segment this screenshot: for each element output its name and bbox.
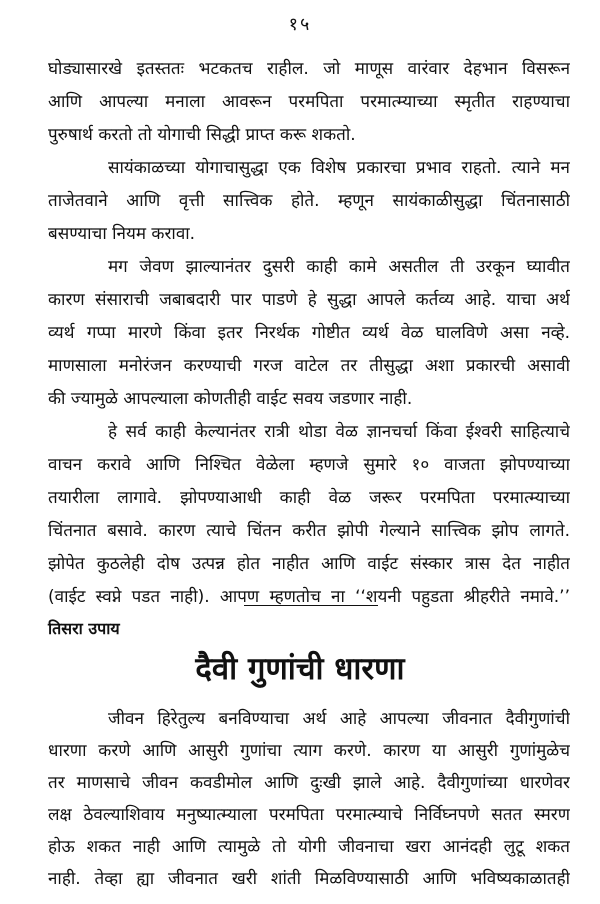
text-line: चिंतनात बसावे. कारण त्याचे चिंतन करीत झोपी गेल्याने सात्त्विक झोप लागते. (48, 521, 570, 541)
text-line: व्यर्थ गप्पा मारणे किंवा इतर निरर्थक गोष्टीत व्यर्थ वेळ घालविणे असा नव्हे. (48, 323, 570, 343)
text-line: तर माणसाचे जीवन कवडीमोल आणि दुःखी झाले आहे. दैवीगुणांच्या धारणेवर (48, 773, 570, 793)
text-line: नाही. तेव्हा ह्या जीवनात खरी शांती मिळविण्यासाठी आणि भविष्यकाळातही (48, 869, 570, 889)
text-line: सायंकाळच्या योगाचासुद्धा एक विशेष प्रकारचा प्रभाव राहतो. त्याने मन (108, 158, 570, 178)
text-line: बसण्याचा नियम करावा. (48, 224, 196, 244)
text-line: धारणा करणे आणि आसुरी गुणांचा त्याग करणे. कारण या आसुरी गुणांमुळेच (48, 741, 570, 761)
text-line: (वाईट स्वप्ने पडत नाही). आपण म्हणतोच ना ‘‘शयनी पहुडता श्रीहरीते नमावे.’’ (48, 587, 570, 607)
text-line: पुरुषार्थ करतो तो योगाची सिद्धी प्राप्त करू शकतो. (48, 125, 356, 145)
text-line: की ज्यामुळे आपल्याला कोणतीही वाईट सवय जडणार नाही. (48, 389, 413, 409)
text-line: लक्ष ठेवल्याशिवाय मनुष्यात्म्याला परमपिता परमात्म्याचे निर्विघ्नपणे सतत स्मरण (48, 805, 570, 825)
chapter-title: दैवी गुणांची धारणा (195, 651, 405, 687)
text-line: वाचन करावे आणि निश्चित वेळेला म्हणजे सुमारे १० वाजता झोपण्याच्या (48, 455, 570, 475)
text-line: माणसाला मनोरंजन करण्याची गरज वाटेल तर तीसुद्धा अशा प्रकारची असावी (48, 356, 570, 376)
text-line: आणि आपल्या मनाला आवरून परमपिता परमात्म्याच्या स्मृतीत राहण्याचा (48, 92, 570, 112)
text-line: होऊ शकत नाही आणि त्यामुळे तो योगी जीवनाचा खरा आनंदही लुटू शकत (48, 837, 570, 857)
text-line: जीवन हिरेतुल्य बनविण्याचा अर्थ आहे आपल्या जीवनात दैवीगुणांची (108, 709, 570, 729)
page-number: १५ (288, 14, 312, 35)
text-line: हे सर्व काही केल्यानंतर रात्री थोडा वेळ ज्ञानचर्चा किंवा ईश्वरी साहित्याचे (108, 422, 570, 442)
text-line: कारण संसाराची जबाबदारी पार पाडणे हे सुद्धा आपले कर्तव्य आहे. याचा अर्थ (48, 290, 570, 310)
text-line: ताजेतवाने आणि वृत्ती सात्त्विक होते. म्हणून सायंकाळीसुद्धा चिंतनासाठी (48, 191, 570, 211)
text-line: मग जेवण झाल्यानंतर दुसरी काही कामे असतील ती उरकून घ्यावीत (108, 257, 570, 277)
text-line: घोड्यासारखे इतस्ततः भटकतच राहील. जो माणूस वारंवार देहभान विसरून (48, 59, 570, 79)
section-divider (244, 605, 378, 606)
text-line: झोपेत कुठलेही दोष उत्पन्न होत नाहीत आणि वाईट संस्कार त्रास देत नाहीत (48, 554, 570, 574)
text-line: तयारीला लागावे. झोपण्याआधी काही वेळ जरूर परमपिता परमात्म्याच्या (48, 488, 570, 508)
section-label: तिसरा उपाय (48, 619, 120, 638)
